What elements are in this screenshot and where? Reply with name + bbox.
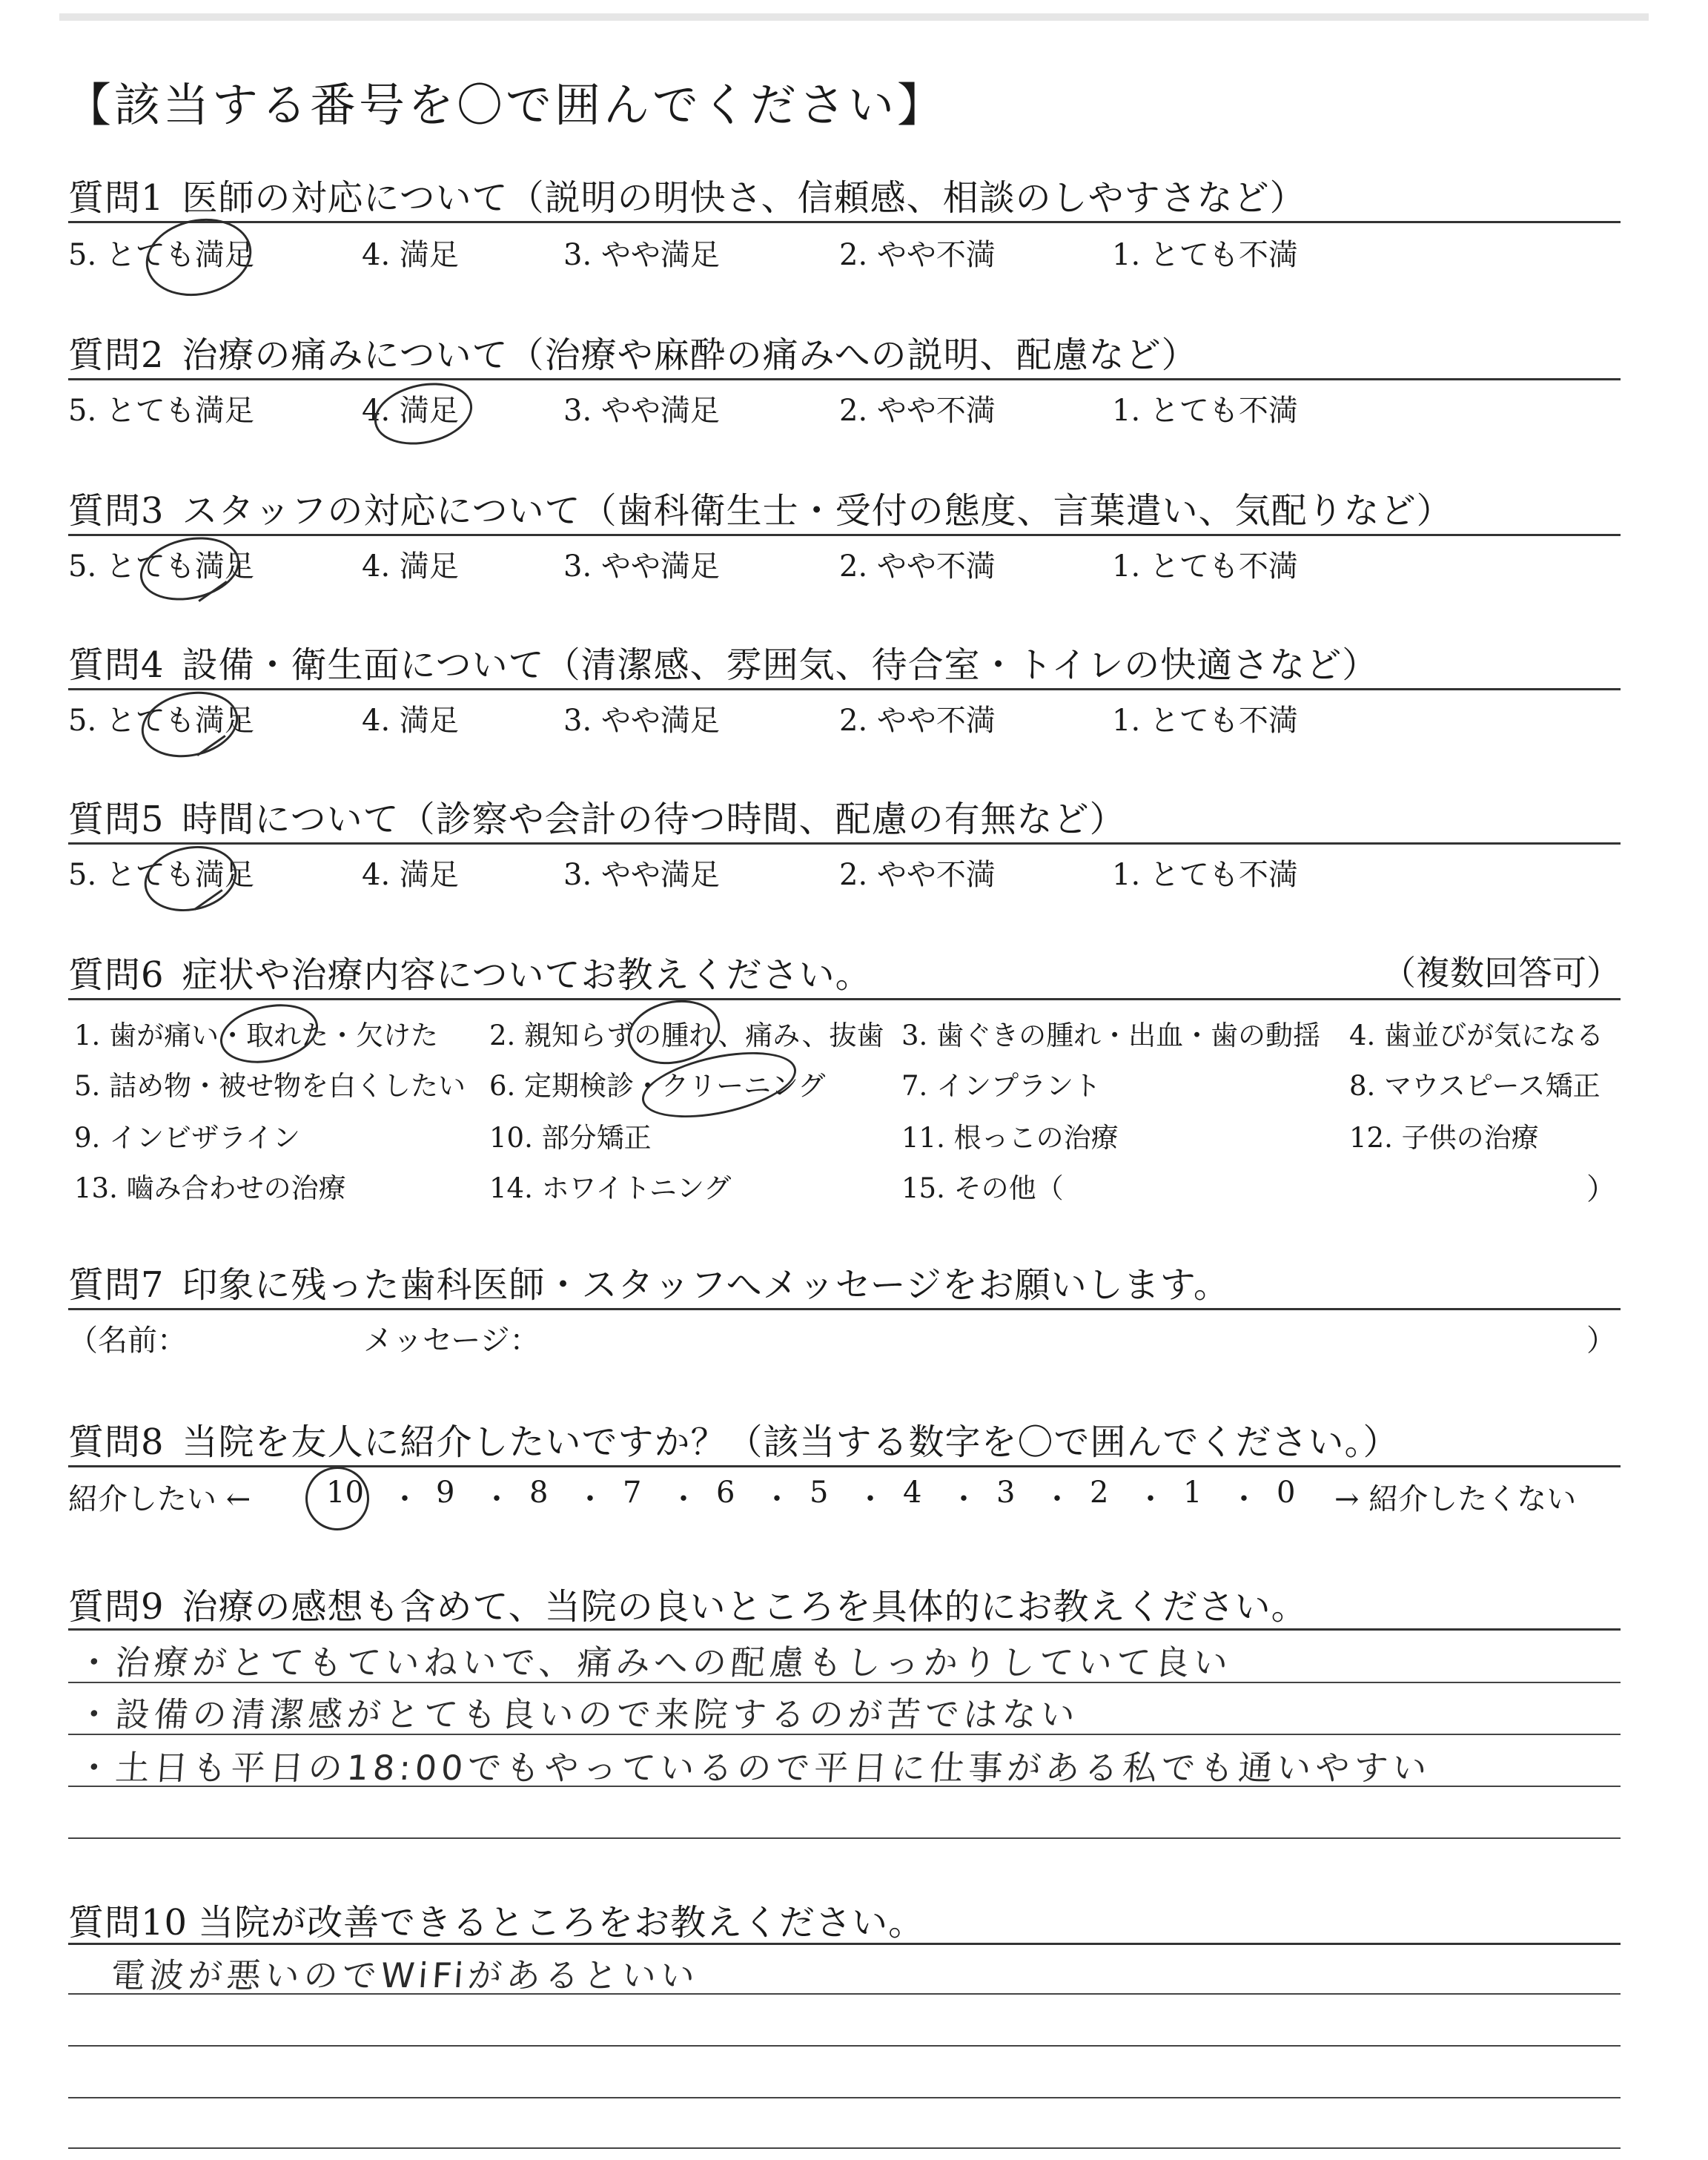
other-close-paren: ） xyxy=(1586,1172,1616,1206)
option-3[interactable]: 3. やや満足 xyxy=(563,549,720,584)
answer-circle-mark xyxy=(136,683,245,766)
divider xyxy=(68,998,1621,1000)
scale-dot: ・ xyxy=(1042,1482,1072,1516)
question-9-title xyxy=(68,1578,1308,1629)
option-4[interactable]: 4. 満足 xyxy=(362,549,459,584)
divider xyxy=(68,1308,1621,1310)
question-1-options xyxy=(68,231,1621,273)
symptom-option[interactable]: 13. 嚙み合わせの治療 xyxy=(74,1172,346,1204)
scale-dot: ・ xyxy=(855,1482,885,1516)
question-4-options xyxy=(68,697,1621,739)
divider xyxy=(68,688,1621,690)
option-4[interactable]: 4. 満足 xyxy=(362,238,459,272)
answer-line xyxy=(68,2147,1621,2149)
question-2-title xyxy=(68,326,1198,377)
option-3[interactable]: 3. やや満足 xyxy=(563,238,720,272)
symptom-option[interactable]: 4. 歯並びが気になる xyxy=(1349,1020,1604,1051)
divider xyxy=(68,534,1621,536)
symptom-option[interactable]: 7. インプラント xyxy=(901,1070,1102,1102)
scale-value[interactable]: 5 xyxy=(810,1476,829,1510)
option-2[interactable]: 2. やや不満 xyxy=(839,549,996,584)
symptom-option[interactable]: 6. 定期検診・クリーニング xyxy=(489,1070,826,1102)
question-text: 医師の対応について（説明の明快さ、信頼感、相談のしやすさなど） xyxy=(182,177,1306,219)
handwritten-answer: 電波が悪いのでWiFiがあるといい xyxy=(109,1955,701,1995)
option-4[interactable]: 4. 満足 xyxy=(362,394,459,428)
divider xyxy=(68,842,1621,845)
answer-circle-mark xyxy=(215,996,324,1071)
option-3[interactable]: 3. やや満足 xyxy=(563,858,720,892)
question-5-title xyxy=(68,790,1126,842)
option-2[interactable]: 2. やや不満 xyxy=(839,238,996,272)
scale-value[interactable]: 8 xyxy=(529,1476,549,1510)
scale-value[interactable]: 7 xyxy=(623,1476,642,1510)
option-5[interactable]: 5. とても満足 xyxy=(68,238,254,272)
message-close-paren: ） xyxy=(1586,1324,1616,1358)
question-6-title xyxy=(68,946,872,997)
question-8-title xyxy=(68,1413,1400,1464)
option-5[interactable]: 5. とても満足 xyxy=(68,549,254,584)
answer-circle-mark xyxy=(134,529,245,609)
recommend-left-label: 紹介したい ← xyxy=(68,1482,251,1516)
answer-line xyxy=(68,2045,1621,2047)
question-text: スタッフの対応について（歯科衛生士・受付の態度、言葉遣い、気配りなど） xyxy=(182,490,1453,532)
scale-dot: ・ xyxy=(1136,1482,1165,1516)
scan-edge xyxy=(59,13,1649,21)
scale-value[interactable]: 4 xyxy=(903,1476,922,1510)
option-3[interactable]: 3. やや満足 xyxy=(563,704,720,738)
scale-value[interactable]: 1 xyxy=(1183,1476,1202,1510)
answer-line xyxy=(68,1734,1621,1735)
symptom-option[interactable]: 5. 詰め物・被せ物を白くしたい xyxy=(74,1070,466,1102)
question-10-title xyxy=(68,1894,924,1945)
question-number: 質問5 xyxy=(68,799,165,840)
option-5[interactable]: 5. とても満足 xyxy=(68,858,254,892)
divider xyxy=(68,221,1621,223)
scale-value[interactable]: 6 xyxy=(716,1476,735,1510)
message-field-label[interactable]: メッセージ： xyxy=(363,1324,540,1358)
question-1-title xyxy=(68,169,1306,220)
answer-line xyxy=(68,1837,1621,1839)
divider xyxy=(68,1943,1621,1945)
option-5[interactable]: 5. とても満足 xyxy=(68,704,254,738)
answer-line xyxy=(68,1682,1621,1683)
handwritten-answer: ・設備の清潔感がとても良いので来院するのが苦ではない xyxy=(75,1694,1081,1734)
question-number: 質問8 xyxy=(68,1421,165,1463)
scale-value[interactable]: 0 xyxy=(1277,1476,1296,1510)
option-2[interactable]: 2. やや不満 xyxy=(839,704,996,738)
recommend-right-label: → 紹介したくない xyxy=(1334,1482,1577,1516)
scale-dot: ・ xyxy=(482,1482,512,1516)
question-number: 質問10 xyxy=(68,1902,188,1943)
question-4-title xyxy=(68,636,1378,687)
question-number: 質問3 xyxy=(68,490,165,532)
option-2[interactable]: 2. やや不満 xyxy=(839,858,996,892)
symptom-option[interactable]: 15. その他（ xyxy=(901,1172,1064,1204)
question-text: 治療の痛みについて（治療や麻酔の痛みへの説明、配慮など） xyxy=(182,334,1198,376)
question-number: 質問9 xyxy=(68,1586,165,1628)
option-1[interactable]: 1. とても不満 xyxy=(1112,704,1298,738)
question-number: 質問1 xyxy=(68,177,165,219)
option-2[interactable]: 2. やや不満 xyxy=(839,394,996,428)
divider xyxy=(68,378,1621,380)
option-1[interactable]: 1. とても不満 xyxy=(1112,238,1298,272)
question-text: 印象に残った歯科医師・スタッフへメッセージをお願いします。 xyxy=(182,1264,1230,1306)
question-text: 時間について（診察や会計の待つ時間、配慮の有無など） xyxy=(182,799,1126,840)
question-text: 設備・衛生面について（清潔感、雰囲気、待合室・トイレの快適さなど） xyxy=(182,644,1379,686)
question-number: 質問7 xyxy=(68,1264,165,1306)
symptom-option[interactable]: 3. 歯ぐきの腫れ・出血・歯の動揺 xyxy=(901,1020,1321,1051)
option-1[interactable]: 1. とても不満 xyxy=(1112,549,1298,584)
option-5[interactable]: 5. とても満足 xyxy=(68,394,254,428)
scale-dot: ・ xyxy=(390,1482,420,1516)
question-number: 質問2 xyxy=(68,334,165,376)
question-text: 治療の感想も含めて、当院の良いところを具体的にお教えください。 xyxy=(182,1586,1308,1628)
question-number: 質問4 xyxy=(68,644,165,686)
option-3[interactable]: 3. やや満足 xyxy=(563,394,720,428)
scale-value[interactable]: 10 xyxy=(326,1476,364,1510)
symptom-option[interactable]: 2. 親知らずの腫れ、痛み、抜歯 xyxy=(489,1020,884,1051)
divider xyxy=(68,1465,1621,1467)
answer-line xyxy=(68,1993,1621,1995)
symptom-option[interactable]: 8. マウスピース矯正 xyxy=(1349,1070,1601,1102)
symptom-option[interactable]: 9. インビザライン xyxy=(74,1122,300,1154)
answer-circle-mark xyxy=(139,209,259,305)
scale-value[interactable]: 2 xyxy=(1090,1476,1109,1510)
scale-dot: ・ xyxy=(575,1482,605,1516)
handwritten-answer: ・土日も平日の18:00でもやっているので平日に仕事がある私でも通いやすい xyxy=(75,1748,1433,1788)
question-text: 当院が改善できるところをお教えください。 xyxy=(198,1902,925,1943)
question-2-options xyxy=(68,387,1621,429)
answer-line xyxy=(68,2097,1621,2098)
scale-value[interactable]: 3 xyxy=(996,1476,1016,1510)
question-3-options xyxy=(68,543,1621,584)
answer-circle-mark xyxy=(299,1461,375,1536)
option-4[interactable]: 4. 満足 xyxy=(362,704,459,738)
symptom-option[interactable]: 1. 歯が痛い・取れた・欠けた xyxy=(74,1020,439,1051)
question-7-title xyxy=(68,1256,1230,1307)
question-text: 症状や治療内容についてお教えください。 xyxy=(182,954,872,996)
handwritten-answer: ・治療がとてもていねいで、痛みへの配慮もしっかりしていて良い xyxy=(75,1642,1234,1682)
option-1[interactable]: 1. とても不満 xyxy=(1112,858,1298,892)
divider xyxy=(68,1628,1621,1631)
symptom-option[interactable]: 11. 根っこの治療 xyxy=(901,1122,1119,1154)
symptom-option[interactable]: 10. 部分矯正 xyxy=(489,1122,652,1154)
scale-dot: ・ xyxy=(949,1482,979,1516)
name-field-label[interactable]: （名前： xyxy=(68,1324,187,1358)
scale-dot: ・ xyxy=(669,1482,698,1516)
scale-dot: ・ xyxy=(762,1482,792,1516)
symptom-option[interactable]: 12. 子供の治療 xyxy=(1349,1122,1539,1154)
scale-value[interactable]: 9 xyxy=(436,1476,455,1510)
scale-dot: ・ xyxy=(1229,1482,1259,1516)
symptom-option[interactable]: 14. ホワイトニング xyxy=(489,1172,732,1204)
answer-line xyxy=(68,1786,1621,1787)
question-text: 当院を友人に紹介したいですか？（該当する数字を〇で囲んでください。） xyxy=(182,1421,1400,1463)
answer-circle-mark xyxy=(138,838,242,919)
question-3-title xyxy=(68,482,1453,533)
answer-circle-mark xyxy=(368,374,478,453)
question-number: 質問6 xyxy=(68,954,165,996)
option-4[interactable]: 4. 満足 xyxy=(362,858,459,892)
multiple-answers-note: （複数回答可） xyxy=(1382,953,1621,993)
page-title: 【該当する番号を〇で囲んでください】 xyxy=(65,78,947,132)
question-5-options xyxy=(68,851,1621,893)
option-1[interactable]: 1. とても不満 xyxy=(1112,394,1298,428)
